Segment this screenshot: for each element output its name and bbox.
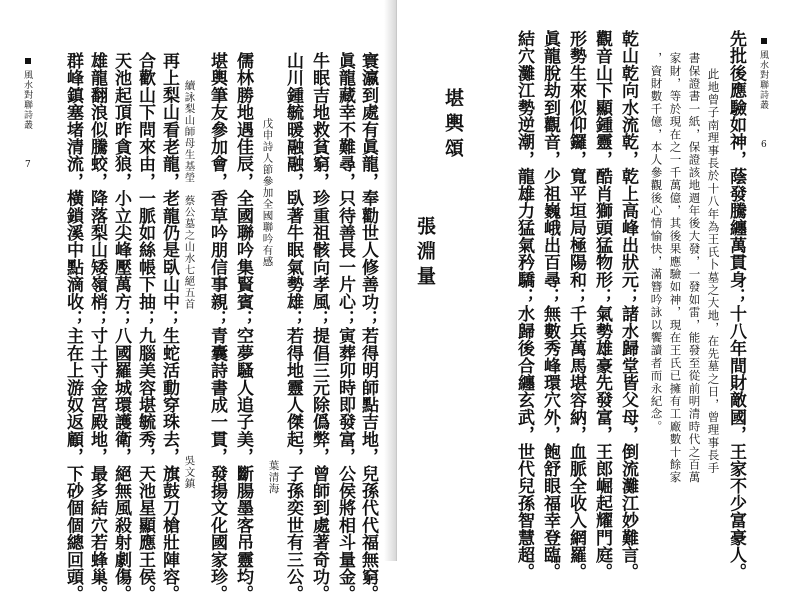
verse-line: 牛眠吉地救貧窮，珍重祖骸向孝風；提倡三元除僞弊，曾師到處著奇功。 — [309, 52, 329, 602]
note-line: 家財，等於現在之一千萬億，其後果應驗如神，現在王氏已擁有工廠數十餘家 — [668, 52, 683, 484]
poem-subtitle: 戊申詩人節參加全國聯吟有感 — [261, 118, 274, 268]
poem-subtitle: 續詠梨山師母生基塋 蔡公墓之山水七絕五首 — [183, 80, 196, 310]
verse-line: 儒林勝地遇佳辰，全國聯吟集賢賓；空夢騷人追子美，斷腸墨客吊靈均。 — [233, 52, 253, 602]
page-number: 6 — [761, 140, 767, 150]
poem-author: 張淵量 — [414, 216, 436, 291]
verse-line: 形勢生來似仰鑼，寬平垣局極陽和；千兵萬馬堪容納，血脈全收入網羅。 — [566, 30, 586, 581]
verse-line: 雄龍翻浪似騰蛟，降落梨山矮嶺梢；寸土寸金宮殿地，最多結穴若蜂巢。 — [87, 52, 107, 602]
verse-line: 結穴灘江勢逆潮，龍雄力猛氣矜驕；水歸後合纏玄武，世代兒孫智慧超。 — [514, 30, 534, 581]
verse-line: 寰瀛到處有眞龍，奉勸世人修善功；若得明師點吉地，兒孫代代福無窮。 — [358, 52, 378, 602]
note-line: ，資財數千億，本人參觀後心情愉快，滿簪吟詠以饗讀者而永紀念。 — [649, 52, 664, 433]
running-header: 風水對聯詩叢 — [758, 50, 768, 110]
page-number: 7 — [25, 160, 31, 170]
page-left — [0, 0, 396, 602]
verse-line: 再上梨山看老龍，老龍仍是臥山中；生蛇活動穿珠去，旗鼓刀槍壯陣容。 — [159, 52, 179, 602]
page-right — [397, 0, 793, 581]
verse-line: 乾山乾向水流乾，乾上高峰出狀元；諸水歸堂皆父母，倒流灘江妙難言。 — [618, 30, 638, 581]
header-mark — [25, 58, 31, 64]
verse-line: 天池起頂昨貪狼，小立尖峰壓萬方；八國羅城環護衛，絕無風殺射劇傷。 — [111, 52, 131, 602]
verse-line: 山川鍾毓暖融融，臥著牛眠氣勢雄；若得地靈人傑起，子孫奕世有三公。 — [283, 52, 303, 602]
verse-line: 眞龍藏幸不難尋，只待善長一片心；寅葬卯時即發富，公侯將相斗量金。 — [335, 52, 355, 602]
header-mark — [761, 38, 767, 44]
verse-line: 先批後應驗如神，蔭發騰纏萬貫身；十八年間財敵國，王家不少富豪人。 — [726, 30, 746, 581]
note-line: 書保證書一紙，保證該地週年後大發，一發如雷，能發至從前明清時代之百萬 — [687, 52, 702, 484]
poem-title: 堪輿頌 — [442, 88, 464, 163]
note-line: 此地曾子南理事長於十八年為王氏卜墓之大地，在先墓之日，曾理事長手 — [706, 68, 721, 475]
poem-author: 吳文鎮 — [183, 455, 196, 490]
verse-line: 眞龍脫劫到觀音，少祖巍峨出百尋；無數秀峰環穴外，飽舒眼福幸登臨。 — [540, 30, 560, 581]
verse-line: 群峰鎮塞堵清流，橫鎖溪中點滴收；主在上游奴返顧，下砂個個總回頭。 — [63, 52, 83, 602]
verse-line: 堪輿筆友參加會，香草吟朋信事親；青囊詩書成一貫，發揚文化國家珍。 — [207, 52, 227, 602]
poem-author: 葉清海 — [267, 460, 280, 495]
verse-line: 合歡山下問來由，一脈如絲帳下抽；九腦美容堪毓秀，天池星顯應王侯。 — [135, 52, 155, 602]
verse-line: 觀音山下顯鍾靈，酷肖獅頭猛物形；氣勢雄豪先發富，王郎崛起耀門庭。 — [592, 30, 612, 581]
running-header: 風水對聯詩叢 — [22, 70, 32, 130]
